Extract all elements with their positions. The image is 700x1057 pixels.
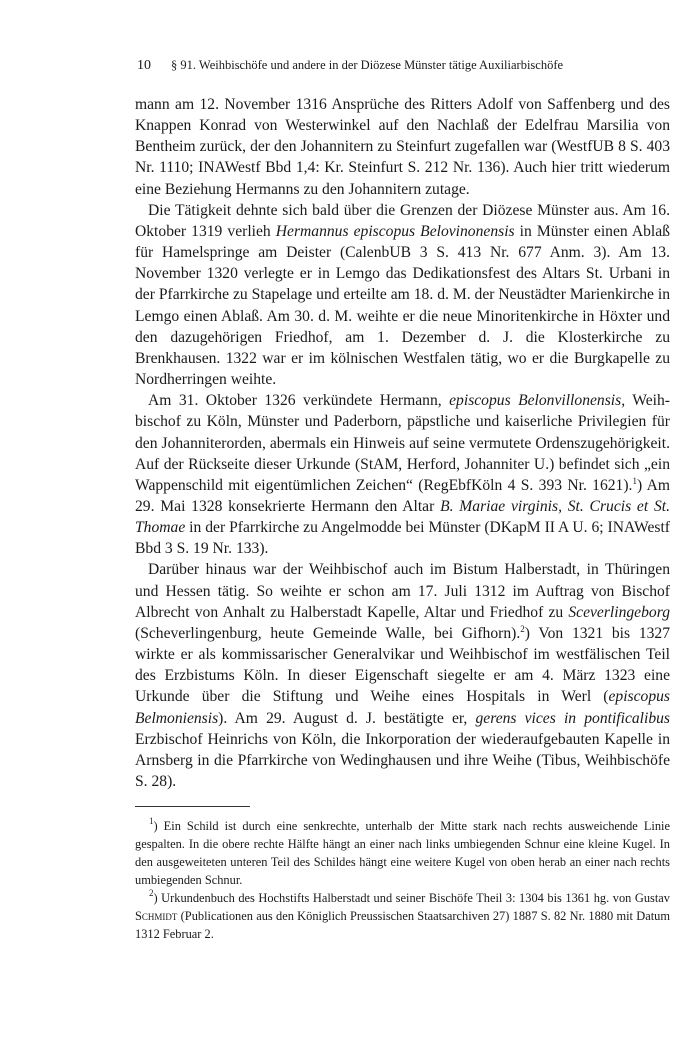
latin-phrase: episcopus Belonvillonensis	[449, 392, 622, 410]
running-title: § 91. Weihbischöfe und andere in der Diözese Münster tätige Auxiliarbischöfe	[171, 58, 564, 72]
text-run: (Scheverlingenburg, heute Gemeinde Walle, bei Gifhorn).	[135, 624, 521, 642]
main-text	[135, 94, 670, 792]
paragraph	[135, 559, 670, 792]
footnote-ref[interactable]: 1	[632, 475, 637, 486]
text-run: in der Pfarrkirche zu Angelmodde bei Münster (DKapM II A U. 6; INAWestf Bbd 3 S. 19 Nr. 133).	[135, 519, 670, 558]
footnote-ref[interactable]: 2	[520, 623, 525, 634]
latin-phrase: Hermannus episcopus Belovinonensis	[275, 222, 515, 240]
latin-phrase: gerens vices in pontificalibus	[475, 709, 670, 727]
footnote-mark: 2	[149, 888, 154, 899]
text-run: ) Von 1321 bis 1327 wirkte er als kommissarischer Generalvikar und Weihbischof im westfälischen Teil des Erzbistums Köln. In dieser Eigenschaft siegelte er am 4. März 1323 eine Urkunde über die Stiftung und Weihe eines Hospitals in Werl (	[135, 624, 671, 706]
text-run: Am 31. Oktober 1326 verkündete Hermann,	[148, 392, 450, 410]
footnote-text: (Publicationen aus den Königlich Preussischen Staatsarchiven 27) 1887 S. 82 Nr. 1880 mit Datum 1312 Februar 2.	[135, 909, 670, 942]
latin-phrase: B. Mariae virginis, St. Crucis et St. Thomae	[135, 497, 671, 537]
footnote-divider	[135, 806, 250, 807]
page	[135, 58, 670, 943]
paragraph: mann am 12. November 1316 Ansprüche des Ritters Adolf von Saffenberg und des Knappen Konrad von Westerwinkel auf den Nachlaß der Edelfrau Marsilia von Bentheim zurück, der den Johannitern zu Steinfurt zugefallen war (WestfUB 8 S. 403 Nr. 1110; INAWestf Bbd 1,4: Kr. Steinfurt S. 212 Nr. 136). Auch hier tritt wiederum eine Beziehung Hermanns zu den Johannitern zutage.	[135, 96, 670, 198]
text-run: Darüber hinaus war der Weihbischof auch im Bistum Halberstadt, in Thüringen und Hessen tätig. So weihte er schon am 17. Juli 1312 im Auftrag von Bischof Albrecht von Anhalt zu Halberstadt Kapelle, Altar und Friedhof zu	[135, 561, 670, 621]
latin-phrase: Sceverlingeborg	[568, 603, 670, 621]
page-number: 10	[137, 58, 151, 73]
text-run: ) Am 29. Mai 1328 konsekrierte Hermann den Altar	[135, 476, 670, 515]
footnote-2	[135, 889, 670, 943]
paragraph	[135, 200, 670, 390]
footnote-1	[135, 817, 670, 889]
author-name: Schmidt	[135, 909, 178, 924]
footnotes	[135, 817, 670, 943]
text-run: Erzbischof Heinrichs von Köln, die Inkorporation der wiederaufgebauten Kapelle in Arnsberg in die Pfarrkirche von Wedinghausen und ihre Weihe (Tibus, Weihbischöfe S. 28).	[135, 730, 670, 790]
text-run: Die Tätigkeit dehnte sich bald über die Grenzen der Diözese Münster aus. Am 16. Oktober 1319 verlieh	[135, 201, 670, 240]
paragraph	[135, 390, 670, 559]
text-run: in Münster einen Ablaß für Hamelspringe am Deister (CalenbUB 3 S. 413 Nr. 677 Anm. 3). Am 13. November 1320 verlegte er in Lemgo das Dedikationsfest des Altars St. Urbani in der Pfarrkirche zu Stapelage und erteilte am 18. d. M. der Neustädter Marienkirche in Lemgo einen Ablaß. Am 30. d. M. weihte er die neue Minoritenkirche in Höxter und den dazugehörigen Friedhof, am 1. Dezember d. J. die Klosterkirche zu Brenkhausen. 1322 war er im kölnischen Westfalen tätig, wo er die Burgkapelle zu Nordherringen weihte.	[135, 222, 670, 389]
footnote-mark: 1	[149, 816, 154, 827]
text-run: , Weihbischof zu Köln, Münster und Paderborn, päpstliche und kaiserliche Privilegien für den Johanniterorden, abermals ein Hinweis auf seine vermutete Ordenszugehörigkeit. Auf der Rückseite dieser Urkunde (StAM, Herford, Johanniter U.) befindet sich „ein Wappenschild mit eigentümlichen Zeichen“ (RegEbfKöln 4 S. 393 Nr. 1621).	[135, 392, 670, 494]
footnote-text: ) Ein Schild ist durch eine senkrechte, unterhalb der Mitte stark nach rechts ausweichende Linie gespalten. In die obere rechte Hälfte hängt an einer nach links umbiegenden Schnur eine kleine Kugel. In den ausgeweiteten unteren Teil des Schildes hängt eine weitere Kugel von oben herab an einer nach rechts umbiegenden Schnur.	[135, 819, 670, 888]
running-header	[135, 58, 670, 74]
latin-phrase: episcopus Belmoniensis	[135, 688, 670, 727]
text-run: ). Am 29. August d. J. bestätigte er,	[218, 709, 476, 727]
footnote-text: ) Urkundenbuch des Hochstifts Halberstadt und seiner Bischöfe Theil 3: 1304 bis 1361 hg. von Gustav	[153, 891, 670, 906]
